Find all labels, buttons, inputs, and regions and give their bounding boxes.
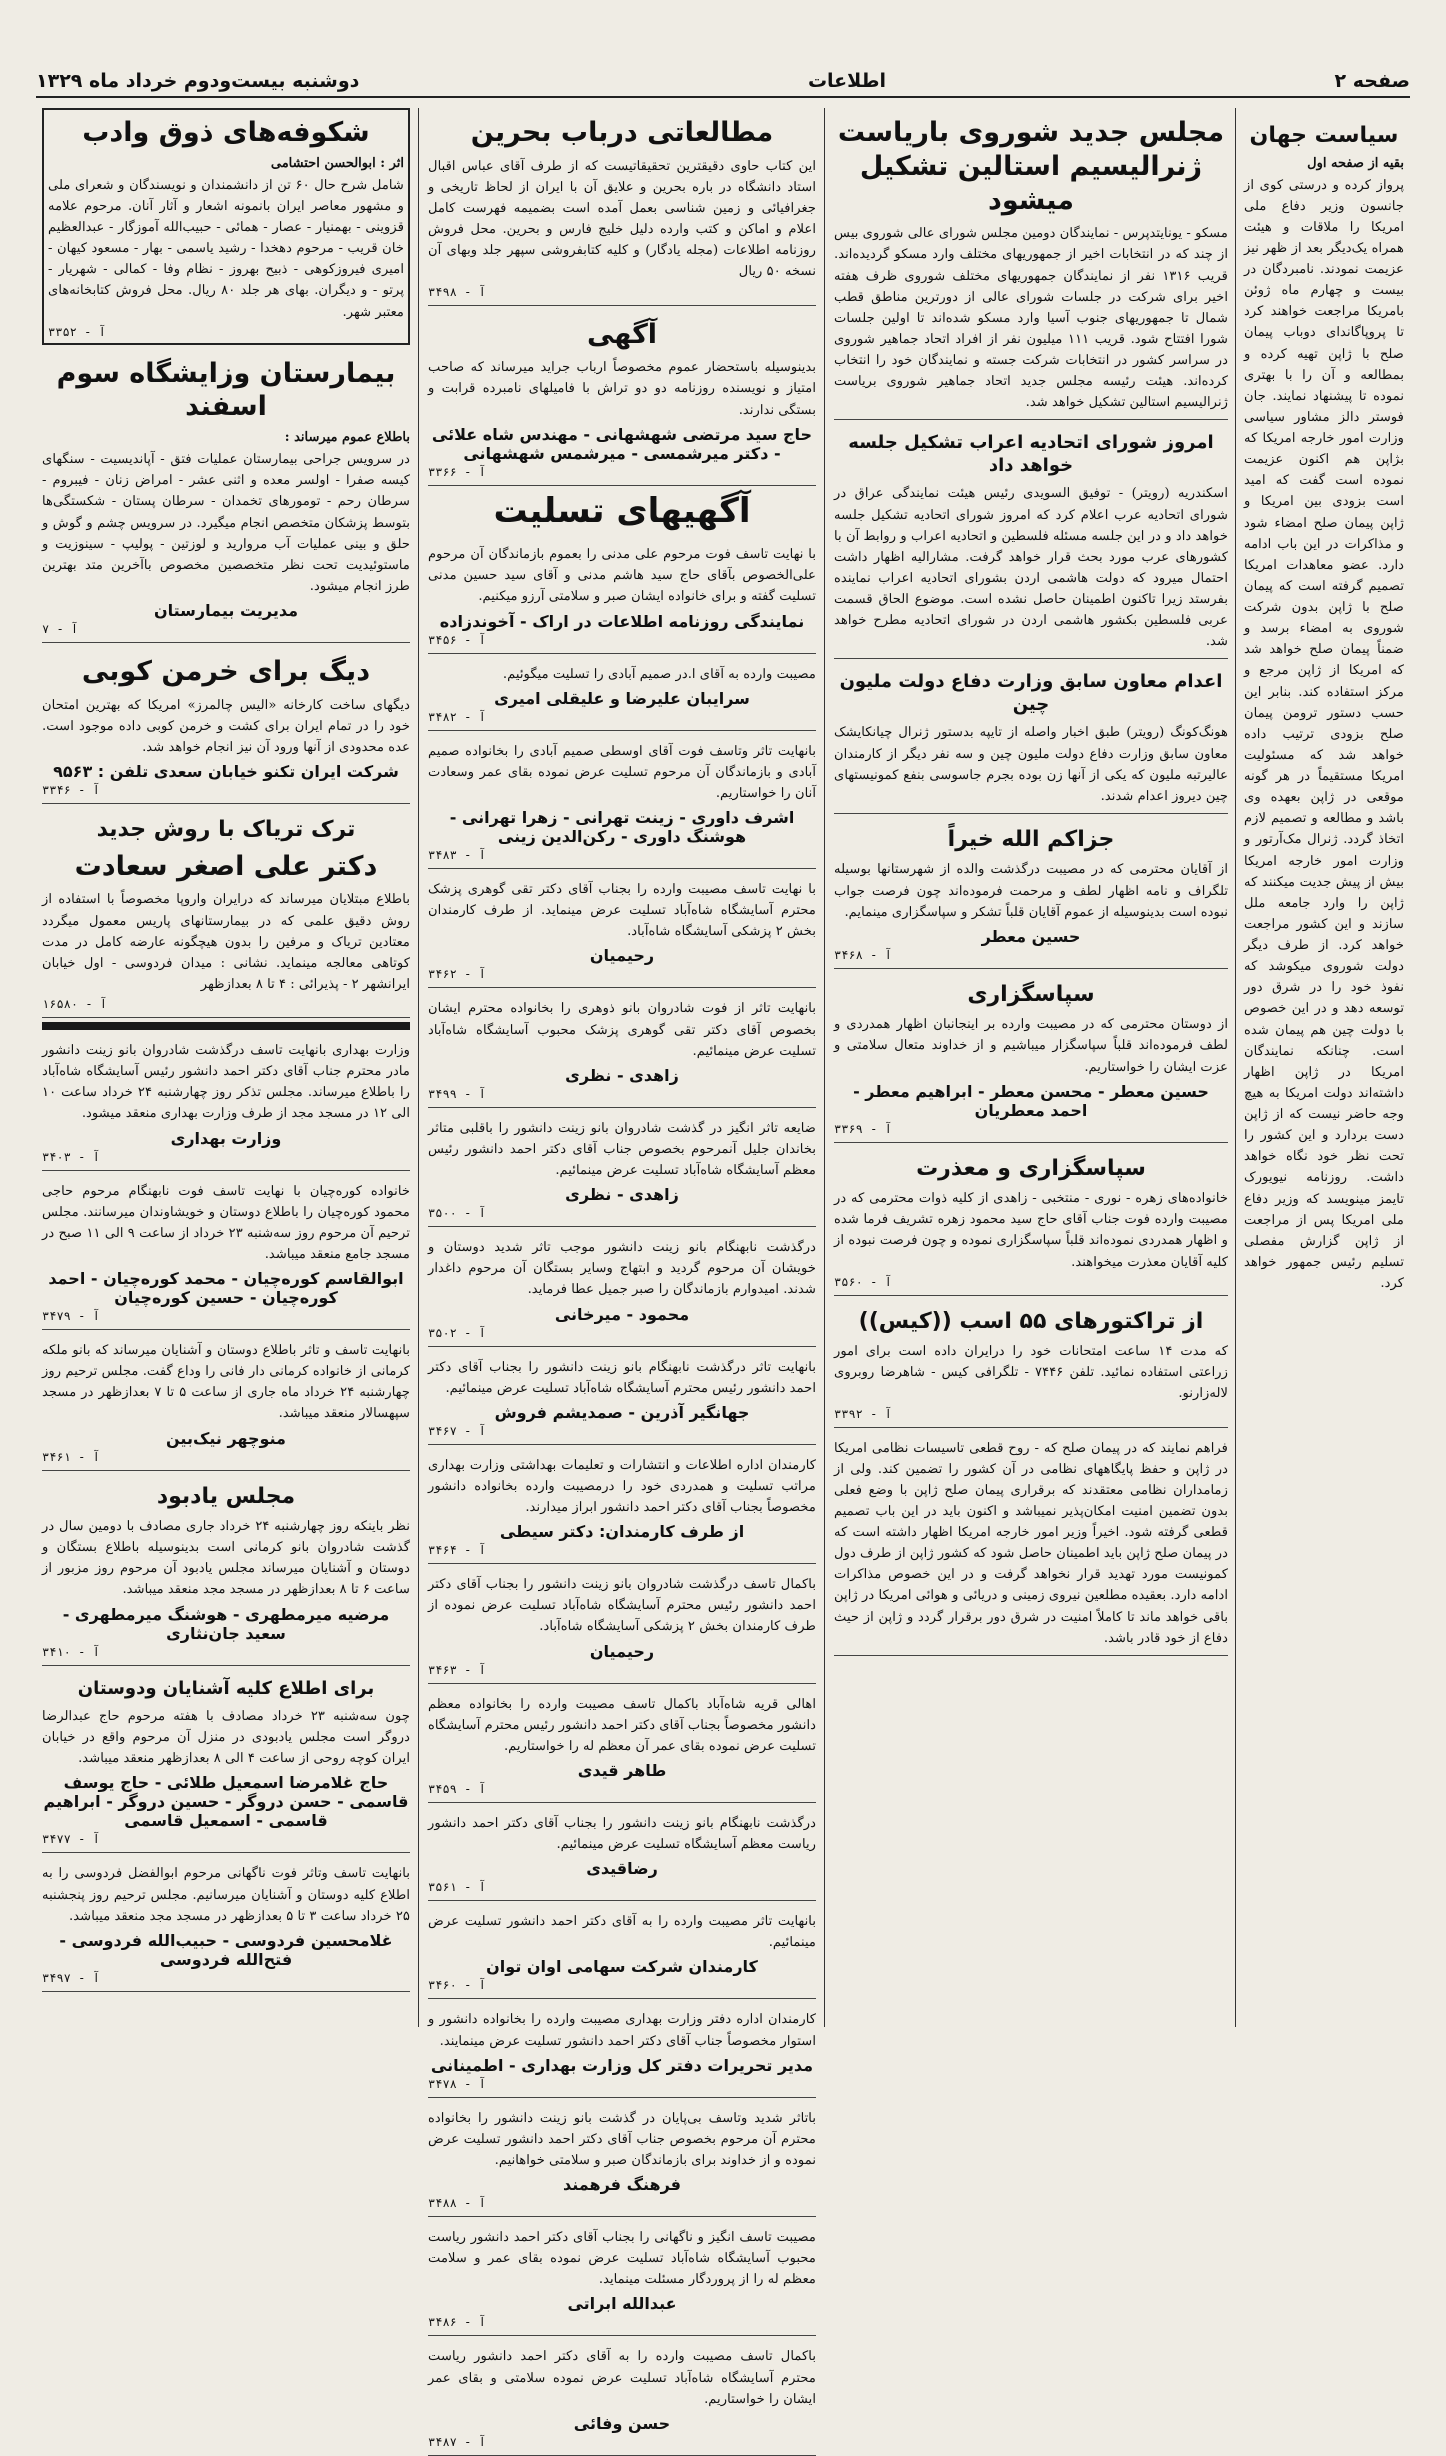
ad-reference: آ - ۳۵۰۰ (428, 1206, 486, 1221)
continued-note: بقیه از صفحه اول (1307, 155, 1404, 171)
thanks-apology-notice (834, 1147, 1228, 1296)
ad-reference: آ - ۳۳۴۶ (42, 783, 100, 798)
notice-body: ضایعه تاثر انگیز در گذشت شادروان بانو زینت دانشور را باقلبی متاثر بخاندان جلیل آنمرحوم بخصوص جناب آقای دکتر احمد دانشور رئیس معظم آسایشگاه شاه‌آباد تسلیت عرض مینمائیم. (428, 1120, 816, 1178)
ad-title: ترک تریاک با روش جدید (96, 817, 356, 843)
signature: منوچهر نیک‌بین (166, 1428, 286, 1448)
notice-title: سپاسگزاری (967, 981, 1095, 1007)
ad-reference: آ - ۳۴۶۷ (428, 1423, 486, 1438)
signature: رحیمیان (589, 946, 655, 966)
notice-body: با نهایت تاسف فوت مرحوم علی مدنی را بعموم بازماندگان آن مرحوم علی‌الخصوص بآقای حاج سید هاشم مدنی و آقای سید حسین مدنی تسلیت گفته و برای خانواده ایشان صبر و سلامتی آرزو میکنیم. (428, 547, 816, 605)
ad-title: از تراکتورهای ۵۵ اسب ((کیس)) (858, 1308, 1204, 1334)
ad-reference: آ - ۳۴۹۸ (428, 284, 486, 299)
ad-reference: آ - ۳۵۶۱ (428, 1880, 486, 1895)
signature: محمود - میرخانی (554, 1304, 690, 1324)
notice-body: نظر باینکه روز چهارشنبه ۲۴ خرداد جاری مصادف با دومین سال در گذشت شادروان بانو کرمانی است بدینوسیله باطلاع بستگان و دوستان و آشنایان میرساند مجلس یادبود آن مرحوم روز مزبور از ساعت ۶ تا ۸ بعدازظهر در مسجد مجد منعقد میباشد. (42, 1519, 410, 1598)
signature: غلامحسین فردوسی - حبیب‌الله فردوسی - فتح‌الله فردوسی (59, 1930, 393, 1969)
signature: مرضیه میرمطهری - هوشنگ میرمطهری - سعید جان‌نثاری (62, 1604, 390, 1643)
ad-body: در سرویس جراحی بیمارستان عملیات فتق - آپاندیسیت - سنگهای کیسه صفرا - اولسر معده و اثنی عشر - امراض زنان - فیبروم - سرطان رحم - تومورهای تخمدان - سرطان پستان - شکستگی‌ها بتوسط پزشکان متخصص انجام میگیرد. در سرویس چشم و گوش و حلق و بینی عملیات آب مروارید و لوزتین - پولیپ - سینوزیت و ماستوئیدیت تحت نظر متخصصین مخصوص باآخرین متد بهترین طرز انجام میشود. (42, 452, 410, 594)
notice-title: جزاکم الله خیراً (947, 826, 1115, 852)
article-body: فراهم نمایند که در پیمان صلح که - روح قطعی تاسیسات نظامی امریکا در ژاپن و حفظ پایگاههای نظامی در آن کشور را تضمین کند. ولی از زمامداران نظامی معتقدند که برقراری پیمان صلح ژاپن با وضع فعلی بدون تضمین امنیت امکان‌پذیر نمیباشد و اکنون باید در این باب تصمیم قطعی گرفته شود. اخیراً وزیر امور خارجه امریکا اظهار داشته است که در پیمان صلح ژاپن باید اطمینان حاصل شود که کشور ژاپن از طرف دول کمونیست مورد تهدید قرار نخواهد گرفت و در این خصوص مذاکرات ادامه دارد. بعقیده مطلعین نیروی زمینی و دریائی و هوائی امریکا در ژاپن باقی خواهد ماند تا کاملاً امنیت در شرق دور برقرار گردد و ژاپن از حیث دفاع از خود قادر باشد. (834, 1440, 1228, 1646)
doctor-name: دکتر علی اصغر سعادت (74, 850, 378, 882)
article-soviet (834, 108, 1228, 420)
book-ad-bahrain (428, 108, 816, 306)
signature: حسین معطر (981, 926, 1081, 946)
ad-reference: آ - ۳۵۰۲ (428, 1325, 486, 1340)
ad-title: دیگ برای خرمن کوبی (81, 656, 371, 687)
ad-reference: آ - ۳۴۷۸ (428, 2076, 486, 2091)
signature: طاهر قیدی (577, 1760, 667, 1780)
notice-body: از آقایان محترمی که در مصیبت درگذشت والده از شهرستانها بوسیله تلگراف و نامه اظهار لطف و مرحمت فرموده‌اند چون فرصت جواب نبوده است بدینوسیله از عموم آقایان قلباً تشکر و سپاسگزاری مینمایم. (834, 862, 1228, 920)
condolence-notice (428, 1449, 816, 1564)
memorial-notice (42, 1334, 410, 1471)
article-body: اسکندریه (رویتر) - توفیق السویدی رئیس هیئت نمایندگی عراق در شورای اتحادیه عرب اعلام کرد که امروز شورای اتحادیه تشکیل جلسه خواهد داد و در این جلسه مسئله فلسطین و اتحادیه اعراب و روابط آن با کشورهای عرب مورد بحث قرار خواهد گرفت. مشارالیه اظهار داشت احتمال میرود که دولت هاشمی اردن بشورای اتحادیه اعراب نماینده بفرستد زیرا تاکنون اطمینان حاصل نشده است. موضوع الحاق قسمت عربی فلسطین بکشور هاشمی اردن در شورای اتحادیه مطرح خواهد شد. (834, 486, 1228, 650)
article-body: مسکو - یونایتدپرس - نمایندگان دومین مجلس شورای عالی شوروی بیس از چند که در انتخابات اخیر از جمهوریهای مختلف وارد مسکو گردیده‌اند. قریب ۱۳۱۶ نفر از نمایندگان جمهوریهای مختلف شوروی ظرف هفته اخیر برای شرکت در جلسات شورای عالی از دورترین مناطق قطب شمال تا جمهوریهای جنوب آسیا وارد مسکو شده‌اند تا اولین جلسات شورا افتتاح شود. قریب ۱۱۱ میلیون نفر از افراد اتحاد جماهیر شوروی در سراسر کشور در انتخابات شرکت جسته و نمایندگان خود را انتخاب کرده‌اند. هیئت رئیسه مجلس جدید اتحاد جماهیر شوروی بریاست ژنرالیسیم استالین تشکیل خواهد شد. (834, 226, 1228, 411)
signature: جهانگیر آذرین - صمدیشم فروش (494, 1402, 750, 1422)
headline: امروز شورای اتحادیه اعراب تشکیل جلسه خواهد داد (848, 432, 1214, 476)
memorial-notice (42, 1475, 410, 1666)
ad-body: دیگهای ساخت کارخانه «الیس چالمرز» امریکا که بهترین امتحان خود را در تمام ایران برای کشت و خرمن کوبی داده موجود است. عده محدودی از آنها ورود آن نیز انجام خواهد شد. (42, 697, 410, 755)
column-rule (1235, 108, 1236, 2027)
notice-title: سپاسگزاری و معذرت (916, 1155, 1146, 1181)
ad-reference: آ - ۳۴۵۹ (428, 1781, 486, 1796)
condolence-notice (428, 1905, 816, 1999)
boiler-ad (42, 647, 410, 804)
notice-body: خانواده‌های زهره - نوری - منتخبی - زاهدی از کلیه ذوات محترمی که در مصیبت وارده فوت جناب آقای حاج سید محمود زهره تشریف فرما شده و اظهار همدردی نموده‌اند قلباً سپاسگزاری نموده و چون فرصت نبوده از کلیه آقایان معذرت میخواهند. (834, 1191, 1228, 1270)
condolence-notice (428, 2340, 816, 2455)
signature: فرهنگ فرهمند (562, 2175, 682, 2194)
world-politics-title: سیاست جهان (1249, 123, 1399, 148)
ad-body: باطلاع مبتلایان میرساند که درایران واروپا مخصوصاً با استفاده از روش دقیق علمی که در بیمارستانهای پاریس معمول میگردد معتادین تریاک و مرفین را بدون هیچگونه عارضه کامل در مدت کوتاهی معالجه مینماید. نشانی : میدان فردوسی - اول خیابان ایرانشهر ۲ - پذیرائی : ۴ تا ۸ بعدازظهر (42, 892, 410, 992)
headline: اعدام معاون سابق وزارت دفاع دولت ملیون چین (839, 671, 1223, 715)
ad-reference: آ - ۳۴۶۸ (834, 947, 892, 962)
ministry-notice (42, 1034, 410, 1171)
notice-body: خانواده کوره‌چیان با نهایت تاسف فوت نابهنگام مرحوم حاجی محمود کوره‌چیان را باطلاع دوستان و خویشاوندان میرسانند. مجلس ترحیم آن مرحوم روز سه‌شنبه ۲۳ خرداد از ساعت ۹ الی ۱۱ صبح در مسجد جامع منعقد میباشد. (42, 1183, 411, 1262)
article-arab-league (834, 424, 1228, 659)
world-politics-body: پرواز کرده و درستی کوی از جانسون وزیر دفاع ملی امریکا را ملاقات و هیئت همراه یک‌دیگر بعد از ظهر نیز عزیمت نمودند. نامبردگان در بیست و چهارم ماه ژوئن بامریکا مراجعت خواهند کرد تا پروپاگاندای دوباب پیمان صلح با ژاپن تهیه کرده و بمطالعه و آن را با بهتری نموده تا پیشنهاد نمایند. جان فوستر دالز مشاور سیاسی وزارت امور خارجه امریکا که بژاپن هم اکنون عزیمت نموده است گفت که امید است بزودی بین امریکا و ژاپن پیمان صلح امضاء شود و مذاکرات در این باب ادامه دارد. عضو معاهدات امریکا تصمیم گرفته است که پیمان صلح با ژاپن بدون شرکت شوروی به امضاء برسد و ضمناً پیمان صلح خواهد شد که امریکا از ژاپن مرجع و مرکز استفاده کند. بنابر این حسب دستور ترومن پیمان صلح بزودی ترتیب داده خواهد شد که مسئولیت امریکا مستقیماً در هر گونه موقعی در ژاپن بعهده وی باشد و مطالعه و تصمیم لازم اتخاذ گردد. ژنرال مک‌آرتور و وزارت امور خارجه امریکا بیش از پیش جدیت میکنند که ژاپن را وارد جامعه ملل سازند و این کشور مراجعت خواهد کرد. از طرف دیگر دولت شوروی میکوشد که نفوذ خود را در شرق دور توسعه دهد و در این خصوص با دولت چین هم پیمان شده است. چنانکه نمایندگان امریکا در ژاپن اظهار داشته‌اند دولت امریکا به هیچ وجه حاضر نیست که از ژاپن دست بردارد و این کشور را تحت نظر خود نگاه خواهد داشت. روزنامه نیویورک تایمز مینویسد که وزیر دفاع ملی امریکا پس از مراجعت از ژاپن گزارش مفصلی تسلیم رئیس جمهور خواهد کرد. (1244, 177, 1404, 1291)
column-ads (36, 108, 416, 2038)
ad-reference: آ - ۳۴۸۳ (428, 848, 486, 862)
ad-reference: آ - ۳۵۶۰ (834, 1274, 892, 1289)
notice-body: با نهایت تاسف مصیبت وارده را بجناب آقای دکتر تقی گوهری پزشک محترم آسایشگاه شاه‌آباد تسلیت عرض مینماید. از طرف کارمندان بخش ۲ پزشکی آسایشگاه شاه‌آباد. (428, 882, 816, 940)
ad-title: بیمارستان وزایشگاه سوم اسفند (56, 357, 396, 423)
notice-body: درگذشت نابهنگام بانو زینت دانشور را بجناب آقای دکتر احمد دانشور ریاست معظم آسایشگاه تسلیت عرض مینمائیم. (428, 1815, 816, 1852)
condolence-notice (428, 1351, 816, 1445)
signature: زاهدی - نظری (565, 1065, 679, 1085)
ad-title: شکوفه‌های ذوق وادب (82, 117, 370, 148)
condolence-notice (428, 1807, 816, 1901)
column-notices (422, 108, 822, 2449)
condolence-notice (428, 2003, 816, 2097)
signature: عبدالله ابراتی (567, 2294, 677, 2314)
condolence-notice (428, 1231, 816, 1346)
signature: مدیریت بیمارستان (153, 601, 299, 620)
condolence-notice (428, 1688, 816, 1803)
notice-body: مصیبت تاسف انگیز و ناگهانی را بجناب آقای دکتر احمد دانشور ریاست محبوب آسایشگاه شاه‌آباد تسلیت عرض نموده بقای عمر و سلامت معظم له را از پروردگار مسئلت مینماید. (428, 2230, 816, 2288)
condolence-section-title: آگهیهای تسلیت (493, 490, 751, 531)
headline: مجلس جدید شوروی باریاست ژنرالیسیم استالین تشکیل میشود (837, 117, 1225, 216)
article-japan-treaty (834, 1432, 1228, 1656)
ad-reference: آ - ۳۴۹۷ (42, 1970, 100, 1985)
addiction-clinic-ad (42, 808, 410, 1018)
notice-body: چون سه‌شنبه ۲۳ خرداد مصادف با هفته مرحوم حاج عبدالرضا دروگر است مجلس یادبودی در منزل آن مرحوم واقع در خیابان ایران کوچه روحی از ساعت ۴ الی ۸ بعدازظهر منعقد میباشد. (42, 1709, 411, 1767)
signature: شرکت ایران تکنو خیابان سعدی تلفن : ۹۵۶۳ (53, 762, 399, 782)
signature: سرایبان علیرضا و علیقلی امیری (494, 688, 750, 708)
ad-reference: آ - ۳۴۱۰ (42, 1644, 100, 1659)
book-ad-poetry (42, 108, 410, 345)
notice-body: بانهایت تاسف و تاثر باطلاع دوستان و آشنایان میرساند که بانو ملکه کرمانی از خانواده کرمانی دار فانی را وداع گفت. مجلس ترحیم روز چهارشنبه ۲۴ خرداد ماه جاری از ساعت ۵ تا ۷ بعدازظهر در مسجد سپهسالار منعقد میباشد. (42, 1343, 411, 1422)
notice-body: باکمال تاسف درگذشت شادروان بانو زینت دانشور را بجناب آقای دکتر احمد دانشور رئیس محترم آسایشگاه شاه‌آباد تسلیت عرض نموده از طرف کارمندان بخش ۲ پزشکی آسایشگاه شاه‌آباد. (428, 1577, 816, 1635)
signature: کارمندان شرکت سهامی اوان توان (486, 1957, 758, 1977)
ad-reference: آ - ۳۴۶۲ (428, 967, 486, 982)
ad-author: اثر : ابوالحسن احتشامی (270, 155, 404, 171)
hospital-ad (42, 349, 410, 643)
signature: اشرف داوری - زینت تهرانی - زهرا تهرانی - هوشنگ داوری - رکن‌الدین زینی (449, 808, 795, 846)
ad-reference: آ - ۳۴۰۳ (42, 1149, 100, 1164)
ad-reference: آ - ۱۶۵۸۰ (42, 997, 108, 1011)
notice-body: کارمندان اداره دفتر وزارت بهداری مصیبت وارده را بخانواده دانشور و استوار مخصوصاً جناب آقای دکتر احمد دانشور تسلیت عرض مینمایند. (428, 2012, 816, 2049)
signature: حاج غلامرضا اسمعیل طلائی - حاج یوسف قاسمی - حسن دروگر - حسین دروگر - ابراهیم قاسمی - اسمعیل قاسمی (43, 1773, 409, 1831)
condolence-list (428, 538, 816, 2456)
signature: رحیمیان (589, 1641, 655, 1661)
ad-reference: آ - ۳۴۸۷ (428, 2434, 486, 2449)
ad-reference: آ - ۷ (42, 622, 79, 636)
ad-reference: آ - ۳۳۹۲ (834, 1406, 892, 1421)
notice-body: باتاثر شدید وتاسف بی‌پایان در گذشت بانو زینت دانشور را بخانواده محترم آن مرحوم بخصوص جناب آقای دکتر احمد دانشور تسلیت عرض نموده و از خداوند برای بازماندگان صبر و سلامتی خواهانیم. (428, 2110, 816, 2168)
signature: از طرف کارمندان: دکتر سیطی (499, 1522, 745, 1542)
notice-body: کارمندان اداره اطلاعات و انتشارات و تعلیمات بهداشتی وزارت بهداری مراتب تسلیت و همدردی خود را درمصیبت وارده بخانواده دانشور مخصوصاً بجناب آقای دکتر احمد دانشور ابراز میدارند. (428, 1457, 816, 1515)
condolence-notice (428, 658, 816, 731)
condolence-notice (428, 1568, 816, 1683)
ad-body: که مدت ۱۴ ساعت امتحانات خود را درایران داده است برای امور زراعتی استفاده نمائید. تلفن ۷۴۴۶ - تلگرافی کیس - شاهرضا روبروی لاله‌زارنو. (834, 1344, 1229, 1402)
signature: رضاقیدی (586, 1859, 658, 1879)
ad-subtitle: باطلاع عموم میرساند : (284, 430, 410, 446)
notice-body: باکمال تاسف مصیبت وارده را به آقای دکتر احمد دانشور ریاست محترم آسایشگاه شاه‌آباد تسلیت عرض نموده سلامتی و بقای عمر ایشان را خواستاریم. (428, 2349, 816, 2407)
issue-date: دوشنبه بیست‌و‌دوم خرداد ماه ۱۳۲۹ (36, 70, 360, 92)
condolence-notice (428, 1112, 816, 1227)
notice-body: بانهایت تاثر وتاسف فوت آقای اوسطی صمیم آبادی را بخانواده صمیم آبادی و بازماندگان آن مرحوم تسلیت عرض نموده بقای عمر وسعادت آنان را خواستاریم. (428, 743, 816, 801)
ad-reference: آ - ۳۴۷۹ (42, 1309, 100, 1323)
signature: نمایندگی روزنامه اطلاعات در اراک - آخوندزاده (439, 611, 805, 631)
ad-reference: آ - ۳۴۵۶ (428, 632, 486, 647)
column-rule (824, 108, 825, 2027)
notice-body: مصیبت وارده به آقای ا.در صمیم آبادی را تسلیت میگوئیم. (502, 666, 816, 682)
notice-body: بانهایت تاثر مصیبت وارده را به آقای دکتر احمد دانشور تسلیت عرض مینمائیم. (428, 1914, 816, 1951)
notice-body: بدینوسیله باستحضار عموم مخصوصاً ارباب جراید میرساند که صاحب امتیاز و نویسنده روزنامه دو دو تراش با فامیلهای نامبرده قرابت و بستگی ندارند. (428, 360, 816, 418)
ad-reference: آ - ۳۳۵۲ (48, 324, 106, 339)
memorial-notice (42, 1670, 410, 1854)
ad-reference: آ - ۳۴۹۹ (428, 1086, 486, 1101)
ad-reference: آ - ۳۴۸۲ (428, 709, 486, 724)
ad-title: مطالعاتی درباب بحرین (470, 117, 774, 148)
article-body: هونگ‌کونگ (رویتر) طبق اخبار واصله از تایپه بدستور ژنرال چیانکایشک معاون سابق وزارت دفاع دولت ملیون چین و سه نفر دیگر از کارمندان عالیرتبه ملیون که یکی از آنها زن بوده بجرم جاسوسی بنفع کمونیستهای چین دیروز اعدام شدند. (834, 725, 1228, 804)
column-rule (418, 108, 419, 2027)
ad-body: این کتاب حاوی دقیقترین تحقیقاتیست که از طرف آقای عباس اقبال استاد دانشگاه در باره بحرین و علایق آن با ایران از لحاظ تاریخی و جغرافیائی و زمین شناسی بعمل آمده است بضمیمه فهرست کامل اعلام و اماکن و کتب وارده دلیل خلیج فارس و بحرین. محل فروش روزنامه اطلاعات (مجله یادگار) و کلیه کتابفروشی سپهر جلد وبهای آن نسخه ۵۰ ریال (428, 158, 816, 280)
condolence-notice (428, 2221, 816, 2336)
signature: زاهدی - نظری (565, 1185, 679, 1205)
notice-title: آگهی (586, 318, 658, 350)
thanks-notice (834, 818, 1228, 969)
column-news (828, 108, 1234, 2038)
divider-band (42, 1022, 410, 1030)
ad-reference: آ - ۳۴۶۱ (42, 1449, 100, 1464)
condolence-notice (428, 538, 816, 653)
notice-body: درگذشت نابهنگام بانو زینت دانشور موجب تاثر شدید دوستان و خویشان آن مرحوم گردید و ابتهاج وسایر بستگان آن مرحوم داغدار شدند. امیدوارم بازماندگان را صبر جمیل عطا فرماید. (428, 1240, 816, 1298)
page-number: صفحه ۲ (1334, 70, 1410, 92)
condolence-notice (428, 735, 816, 869)
ad-reference: آ - ۳۴۶۳ (428, 1662, 486, 1677)
signature: حسن وفائی (573, 2413, 671, 2433)
tractor-ad (834, 1300, 1228, 1428)
signature: حسین معطر - محسن معطر - ابراهیم معطر - احمد معطریان (853, 1081, 1209, 1120)
ad-reference: آ - ۳۴۷۷ (42, 1832, 100, 1847)
ad-body: شامل شرح حال ۶۰ تن از دانشمندان و نویسندگان و شعرای ملی و مشهور معاصر ایران بانمونه اشعار و آثار آنان. مرحوم علامه قزوینی - بهمنیار - عصار - همائی - حبیب‌الله آموزگار - عبدالعظیم خان قریب - مرحوم دهخدا - رشید یاسمی - بهار - مسعود کیهان - امیری فیروزکوهی - ذبیح بهروز - نظام وفا - کمالی - شهریار - پرتو - و دیگران. بهای هر جلد ۸۰ ریال. محل فروش کتابخانه‌های معتبر شهر. (48, 177, 404, 320)
masthead (36, 66, 1410, 98)
notice-title: برای اطلاع کلیه آشنایان ودوستان (77, 1677, 375, 1699)
thanks-notice (834, 973, 1228, 1143)
signature: ابوالقاسم کوره‌چیان - محمد کوره‌چیان - احمد کوره‌چیان - حسین کوره‌چیان (48, 1269, 404, 1307)
ad-reference: آ - ۳۴۶۴ (428, 1543, 486, 1558)
notice-title: مجلس یادبود (156, 1483, 296, 1509)
signature: وزارت بهداری (170, 1128, 282, 1148)
column-world-politics (1238, 120, 1410, 2050)
condolence-notice (428, 873, 816, 988)
ad-reference: آ - ۳۴۸۶ (428, 2315, 486, 2330)
public-notice (428, 310, 816, 486)
memorial-notice (42, 1857, 410, 1991)
notice-body: از دوستان محترمی که در مصیبت وارده بر اینجانبان اظهار همدردی و لطف فرموده‌اند قلباً سپاسگزار میباشیم و از خداوند متعال سلامتی و عزت ایشان را خواستاریم. (834, 1017, 1228, 1075)
signature: حاج سید مرتضی شهشهانی - مهندس شاه علائی - دکتر میرشمسی - میرشمس شهشهانی (431, 424, 813, 463)
signature: مدیر تحریرات دفتر کل وزارت بهداری - اطمینانی (430, 2055, 814, 2075)
ad-reference: آ - ۳۴۶۰ (428, 1978, 486, 1993)
article-china (834, 663, 1228, 814)
ad-reference: آ - ۳۳۶۶ (428, 464, 486, 479)
notice-body: وزارت بهداری بانهایت تاسف درگذشت شادروان بانو زینت دانشور مادر محترم جناب آقای دکتر احمد دانشور رئیس آسایشگاه شاه‌آباد را باطلاع میرساند. مجلس تذکر روز چهارشنبه ۲۴ خرداد ساعت ۱۰ الی ۱۲ در مسجد مجد از طرف وزارت بهداری منعقد میشود. (42, 1043, 410, 1122)
condolence-notice (428, 992, 816, 1107)
notice-body: بانهایت تاثر از فوت شادروان بانو ذوهری را بخانواده محترم ایشان بخصوص آقای دکتر تقی گوهری پزشک محبوب آسایشگاه شاه‌آباد تسلیت عرض مینمائیم. (428, 1001, 816, 1059)
paper-name: اطلاعات (807, 70, 886, 92)
ad-reference: آ - ۳۴۸۸ (428, 2196, 486, 2210)
notice-body: بانهایت تاثر درگذشت نابهنگام بانو زینت دانشور را بجناب آقای دکتر احمد دانشور رئیس محترم آسایشگاه شاه‌آباد تسلیت عرض مینمائیم. (428, 1359, 816, 1396)
condolence-notice (428, 2102, 816, 2217)
notice-body: بانهایت تاسف وتاثر فوت ناگهانی مرحوم ابوالفضل فردوسی را به اطلاع کلیه دوستان و آشنایان میرسانیم. مجلس ترحیم روز پنجشنبه ۲۵ خرداد ساعت ۳ تا ۵ بعدازظهر در مسجد مجد منعقد میباشد. (42, 1866, 410, 1924)
ad-reference: آ - ۳۳۶۹ (834, 1121, 892, 1136)
notice-body: اهالی قریه شاه‌آباد باکمال تاسف مصیبت وارده را بخانواده معظم دانشور مخصوصاً بجناب آقای دکتر احمد دانشور رئیس محترم آسایشگاه تسلیت عرض نموده بقای عمر آن معظم له را خواستاریم. (428, 1696, 816, 1754)
memorial-notice (42, 1175, 410, 1331)
